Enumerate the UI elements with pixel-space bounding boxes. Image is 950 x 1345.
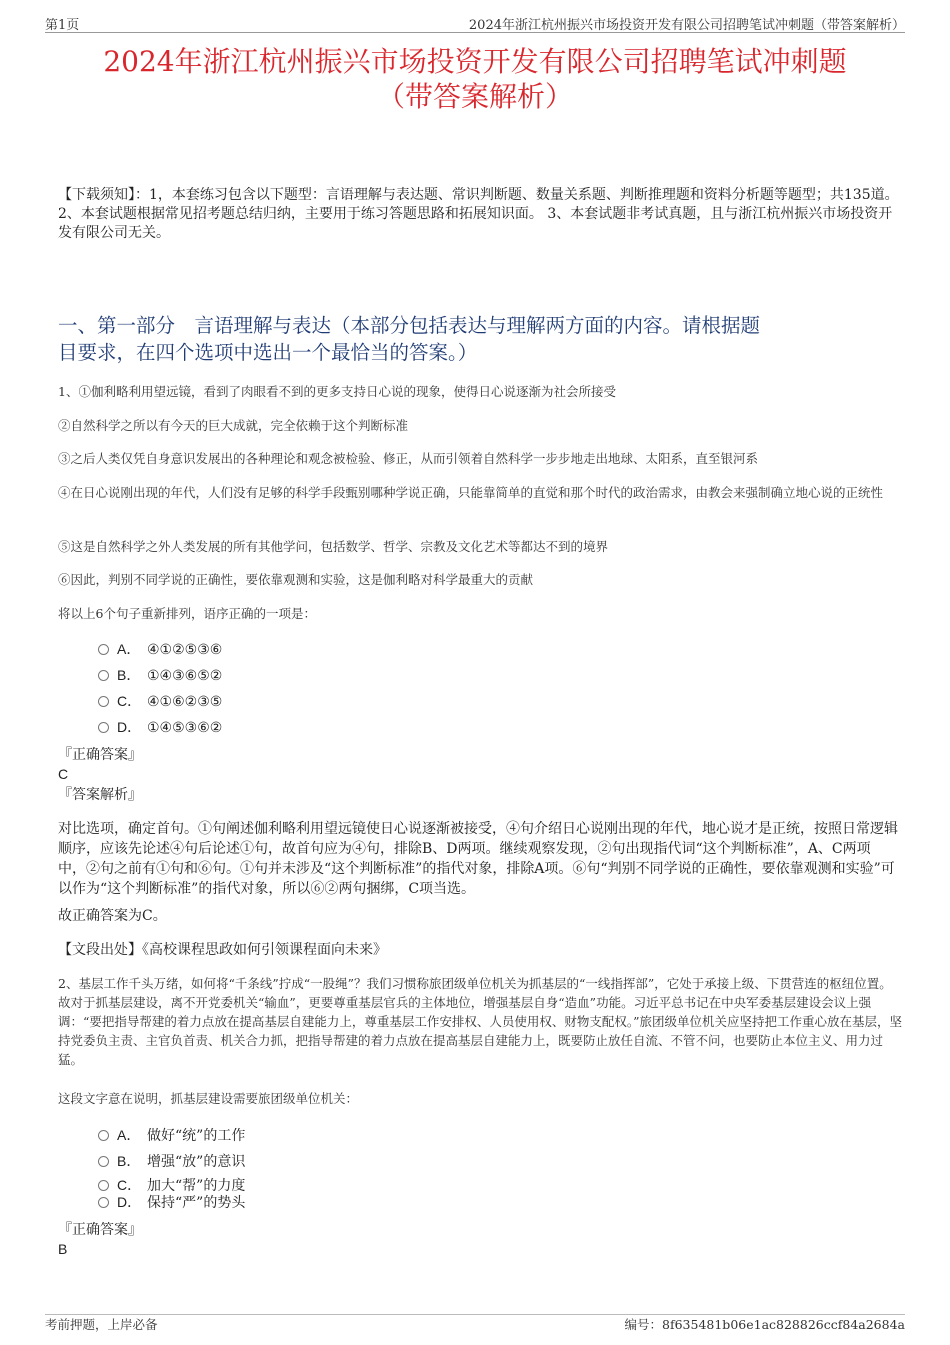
q1-option-d[interactable] [98,717,222,738]
footer-slogan: 考前押题，上岸必备 [45,1317,158,1332]
q1-option-c[interactable] [98,691,222,712]
radio-icon[interactable] [98,1197,109,1208]
q1-analysis-tag: 『答案解析』 [58,787,142,803]
option-text: ①④⑤③⑥② [147,720,223,736]
q1-option-a[interactable] [98,639,222,660]
q1-sentence-3: ③之后人类仅凭自身意识发展出的各种理论和观念被检验、修正，从而引领着自然科学一步步地走出地球、太阳系，直至银河系 [58,451,759,466]
option-label: C． [117,1177,142,1193]
q1-sentence-6: ⑥因此，判别不同学说的正确性，要依靠观测和实验，这是伽利略对科学最重大的贡献 [58,572,534,587]
q1-sentence-2: ②自然科学之所以有今天的巨大成就，完全依赖于这个判断标准 [58,418,409,433]
q2-prompt: 这段文字意在说明，抓基层建设需要旅团级单位机关： [58,1091,359,1106]
radio-icon[interactable] [98,644,109,655]
option-label: A． [117,641,141,657]
q1-sentence-5: ⑤这是自然科学之外人类发展的所有其他学问，包括数学、哲学、宗教及文化艺术等都达不到的境界 [58,539,609,554]
q1-option-b[interactable] [98,665,222,686]
option-text: ④①⑥②③⑤ [147,694,223,710]
option-text: ①④③⑥⑤② [147,668,223,684]
section-heading-line2: 目要求，在四个选项中选出一个最恰当的答案。） [58,341,478,364]
footer-doc-id: 编号：8f635481b06e1ac828826ccf84a2684a [624,1317,905,1332]
q2-answer-value: B [58,1241,68,1257]
section-heading-line1: 一、第一部分 言语理解与表达（本部分包括表达与理解两方面的内容。请根据题 [58,314,761,337]
q1-conclusion: 故正确答案为C。 [58,908,167,924]
doc-title-line2: （带答案解析） [376,80,573,113]
option-label: C． [117,693,142,709]
page-number: 第1页 [45,18,80,33]
option-label: B． [117,667,141,683]
q1-sentence-4: ④在日心说刚出现的年代，人们没有足够的科学手段甄别哪种学说正确，只能靠简单的直觉和那个时代的政治需求，由教会来强制确立地心说的正统性 [58,485,884,500]
q1-sentence-1: 1、①伽利略利用望远镜，看到了肉眼看不到的更多支持日心说的现象，使得日心说逐渐为社会所接受 [58,384,616,399]
q2-option-a[interactable] [98,1125,245,1146]
option-text: 做好“统”的工作 [147,1128,246,1144]
q2-option-b[interactable] [98,1151,245,1172]
q1-analysis-text: 对比选项，确定首句。①句阐述伽利略利用望远镜使日心说逐渐被接受，④句介绍日心说刚出现的年代，地心说才是正统，按照日常逻辑顺序，应该先论述④句后论述①句，故首句应为④句，排除B、D两项。继续观察发现，②句出现指代词“这个判断标准”，A、C两项中，②句之前有①句和⑥句。①句并未涉及“这个判断标准”的指代对象，排除A项。⑥句“判别不同学说的正确性，要依靠观测和实验”可以作为“这个判断标准”的指代对象，所以⑥②两句捆绑，C项当选。 [58,821,898,897]
option-text: 保持“严”的势头 [147,1195,246,1211]
option-label: D． [117,719,142,735]
header-divider [45,32,905,33]
option-text: 增强“放”的意识 [147,1154,246,1170]
radio-icon[interactable] [98,696,109,707]
option-label: A． [117,1127,141,1143]
header-doc-title: 2024年浙江杭州振兴市场投资开发有限公司招聘笔试冲刺题（带答案解析） [468,18,905,33]
q1-answer-value: C [58,766,69,782]
option-text: 加大“帮”的力度 [147,1178,246,1194]
radio-icon[interactable] [98,670,109,681]
q2-stem: 2、基层工作千头万绪，如何将“千条线”拧成“一股绳”？我们习惯称旅团级单位机关为抓基层的“一线指挥部”，它处于承接上级、下贯营连的枢纽位置。故对于抓基层建设，离不开党委机关“输血”，更要尊重基层官兵的主体地位，增强基层自身“造血”功能。习近平总书记在中央军委基层建设会议上强调：“要把指导帮建的着力点放在提高基层自建能力上，尊重基层工作安排权、人员使用权、财物支配权。”旅团级单位机关应坚持把工作重心放在基层，坚持党委负主责、主官负首责、机关合力抓，把指导帮建的着力点放在提高基层自建能力上，既要防止放任自流、不管不问，也要防止本位主义、用力过猛。 [58,976,903,1067]
radio-icon[interactable] [98,1156,109,1167]
radio-icon[interactable] [98,722,109,733]
option-label: B． [117,1153,141,1169]
radio-icon[interactable] [98,1130,109,1141]
q1-answer-tag: 『正确答案』 [58,747,142,763]
q1-prompt: 将以上6个句子重新排列，语序正确的一项是： [58,606,316,621]
option-label: D． [117,1194,142,1210]
doc-title-line1: 2024年浙江杭州振兴市场投资开发有限公司招聘笔试冲刺题 [103,45,847,78]
q2-answer-tag: 『正确答案』 [58,1222,142,1238]
download-notice: 【下载须知】：1，本套练习包含以下题型：言语理解与表达题、常识判断题、数量关系题、判断推理题和资料分析题等题型；共135道。 2、本套试题根据常见招考题总结归纳，主要用于练习答题思路和拓展知识面。 3、本套试题非考试真题，且与浙江杭州振兴市场投资开发有限公司无关。 [58,187,899,241]
option-text: ④①②⑤③⑥ [147,642,223,658]
radio-icon[interactable] [98,1180,109,1191]
q1-source: 【文段出处】《高校课程思政如何引领课程面向未来》 [58,942,387,958]
q2-option-d[interactable] [98,1192,245,1213]
